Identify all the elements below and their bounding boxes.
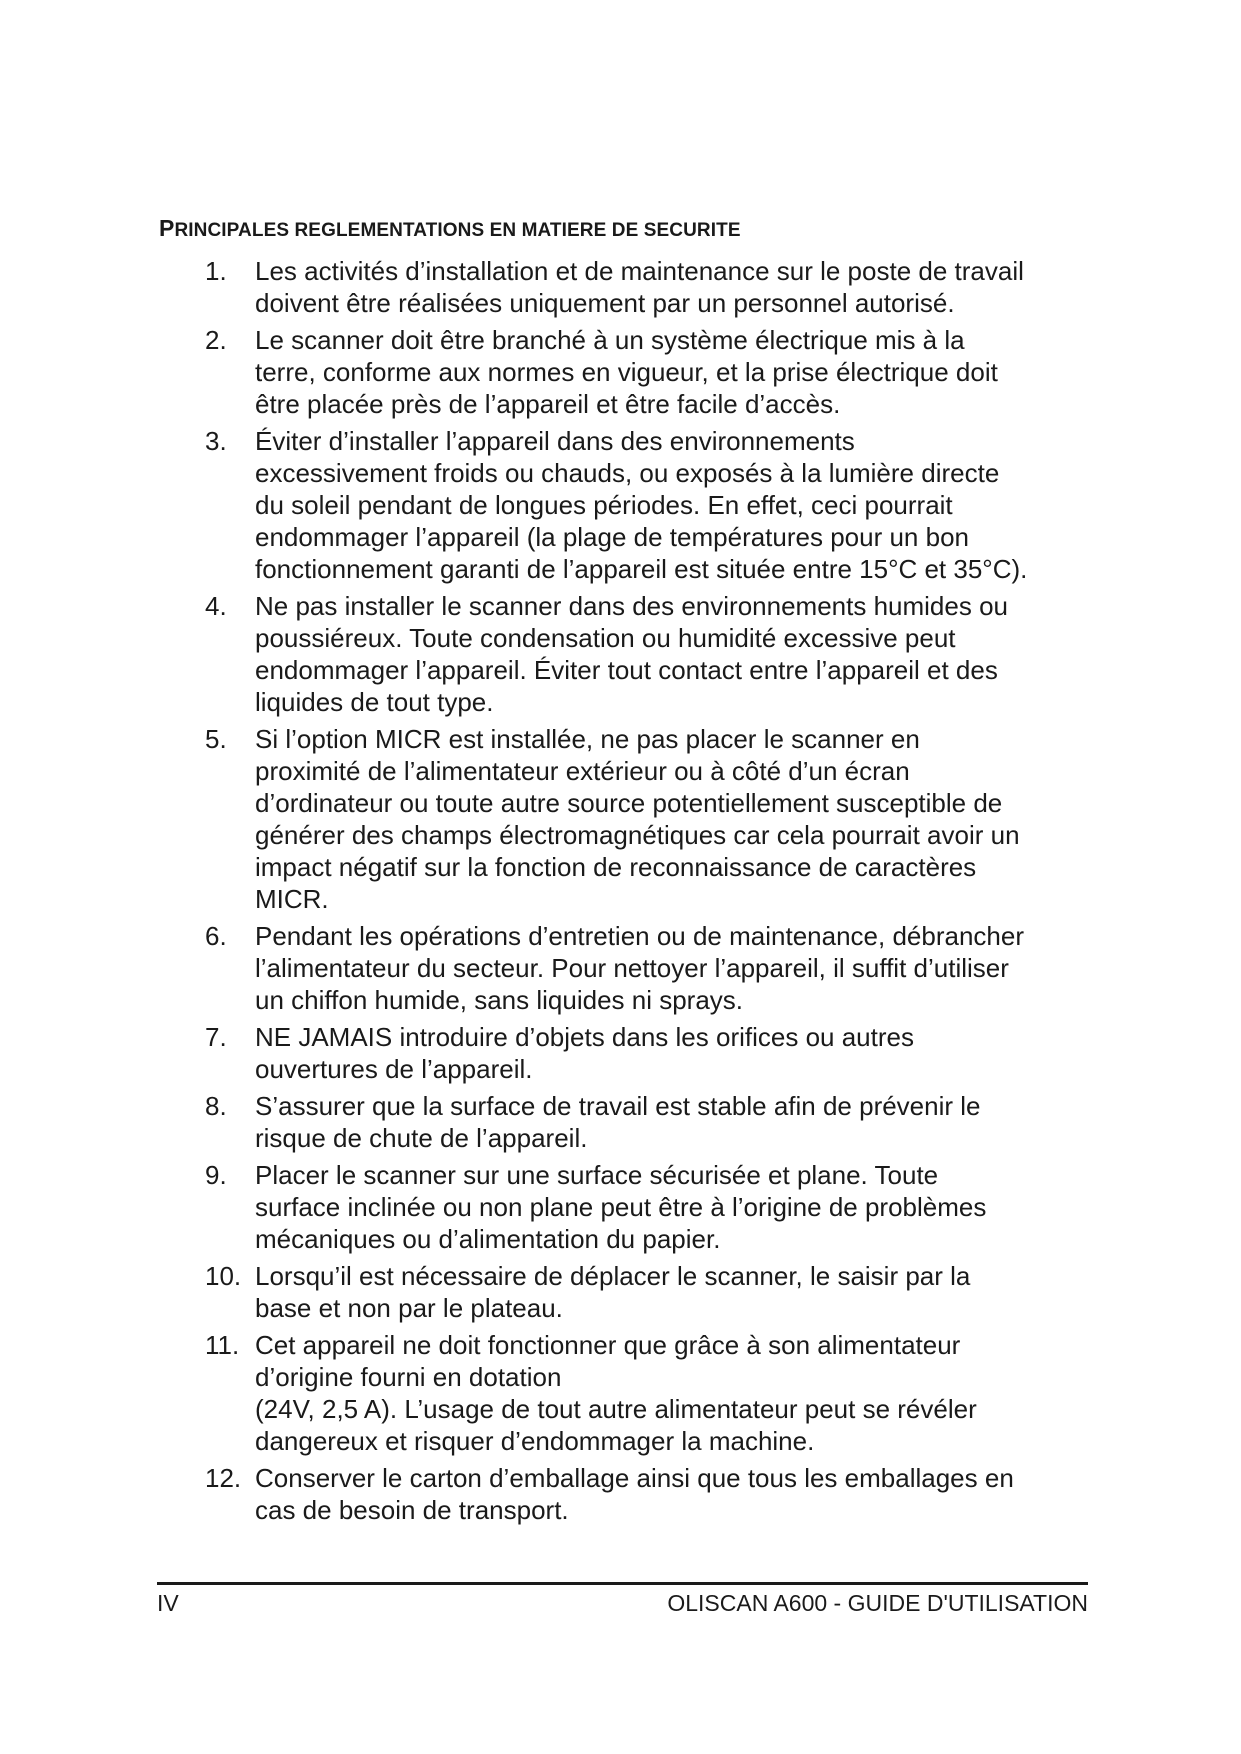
rule-item	[205, 1159, 1105, 1255]
rule-text: Conserver le carton d’emballage ainsi que tous les emballages en cas de besoin de transport.	[255, 1463, 1014, 1525]
rule-number: 4.	[205, 591, 227, 621]
rule-item	[205, 1090, 1105, 1154]
safety-rules-list	[205, 255, 1105, 1531]
rule-number: 11.	[205, 1330, 240, 1360]
rule-item	[205, 324, 1105, 420]
rule-text: Éviter d’installer l’appareil dans des environnements excessivement froids ou chauds, ou exposés à la lumière directe du soleil pendant de longues périodes. En effet, ceci pourrait endommager l’appareil (la plage de températures pour un bon fonctionnement garanti de l’appareil est située entre 15°C et 35°C).	[255, 426, 1028, 584]
rule-text: Pendant les opérations d’entretien ou de maintenance, débrancher l’alimentateur du secteur. Pour nettoyer l’appareil, il suffit d’utiliser un chiffon humide, sans liquides ni sprays.	[255, 921, 1024, 1015]
rule-item	[205, 920, 1105, 1016]
rule-text: S’assurer que la surface de travail est stable afin de prévenir le risque de chute de l’appareil.	[255, 1091, 981, 1153]
heading-rest: RINCIPALES REGLEMENTATIONS EN MATIERE DE SECURITE	[174, 220, 741, 241]
rule-number: 7.	[205, 1022, 227, 1052]
rule-text: Ne pas installer le scanner dans des environnements humides ou poussiéreux. Toute condensation ou humidité excessive peut endommager l’appareil. Éviter tout contact entre l’appareil et des liquides de tout type.	[255, 591, 1008, 717]
rule-text: Si l’option MICR est installée, ne pas placer le scanner en proximité de l’alimentateur extérieur ou à côté d’un écran d’ordinateur ou toute autre source potentiellement susceptible de générer des champs électromagnétiques car cela pourrait avoir un impact négatif sur la fonction de reconnaissance de caractères MICR.	[255, 724, 1020, 914]
rule-number: 1.	[205, 256, 227, 286]
rule-item	[205, 1021, 1105, 1085]
rule-number: 12.	[205, 1463, 242, 1493]
rule-number: 2.	[205, 325, 227, 355]
rule-item	[205, 590, 1105, 718]
rule-number: 5.	[205, 724, 227, 754]
rule-text: Placer le scanner sur une surface sécurisée et plane. Toute surface inclinée ou non plane peut être à l’origine de problèmes mécaniques ou d’alimentation du papier.	[255, 1160, 987, 1254]
rule-item	[205, 723, 1105, 915]
rule-number: 10.	[205, 1261, 242, 1291]
footer-divider	[157, 1582, 1088, 1585]
rule-item	[205, 1329, 1105, 1457]
rule-number: 9.	[205, 1160, 227, 1190]
rule-item	[205, 1260, 1105, 1324]
rule-item	[205, 425, 1105, 585]
rule-number: 3.	[205, 426, 227, 456]
rule-number: 6.	[205, 921, 227, 951]
heading-initial: P	[159, 215, 175, 241]
rule-text: NE JAMAIS introduire d’objets dans les orifices ou autres ouvertures de l’appareil.	[255, 1022, 914, 1084]
page-number: IV	[157, 1590, 179, 1616]
rule-number: 8.	[205, 1091, 227, 1121]
rule-text: Les activités d’installation et de maintenance sur le poste de travail doivent être réalisées uniquement par un personnel autorisé.	[255, 256, 1024, 318]
rule-text: Le scanner doit être branché à un système électrique mis à la terre, conforme aux normes en vigueur, et la prise électrique doit être placée près de l’appareil et être facile d’accès.	[255, 325, 998, 419]
section-heading	[159, 215, 741, 242]
rule-text: Lorsqu’il est nécessaire de déplacer le scanner, le saisir par la base et non par le plateau.	[255, 1261, 971, 1323]
rule-item	[205, 1462, 1105, 1526]
rule-text: Cet appareil ne doit fonctionner que grâce à son alimentateur d’origine fourni en dotation (24V, 2,5 A). L’usage de tout autre alimentateur peut se révéler dangereux et risquer d’endommager la machine.	[255, 1330, 977, 1456]
document-title: OLISCAN A600 - GUIDE D'UTILISATION	[667, 1590, 1088, 1616]
rule-item	[205, 255, 1105, 319]
